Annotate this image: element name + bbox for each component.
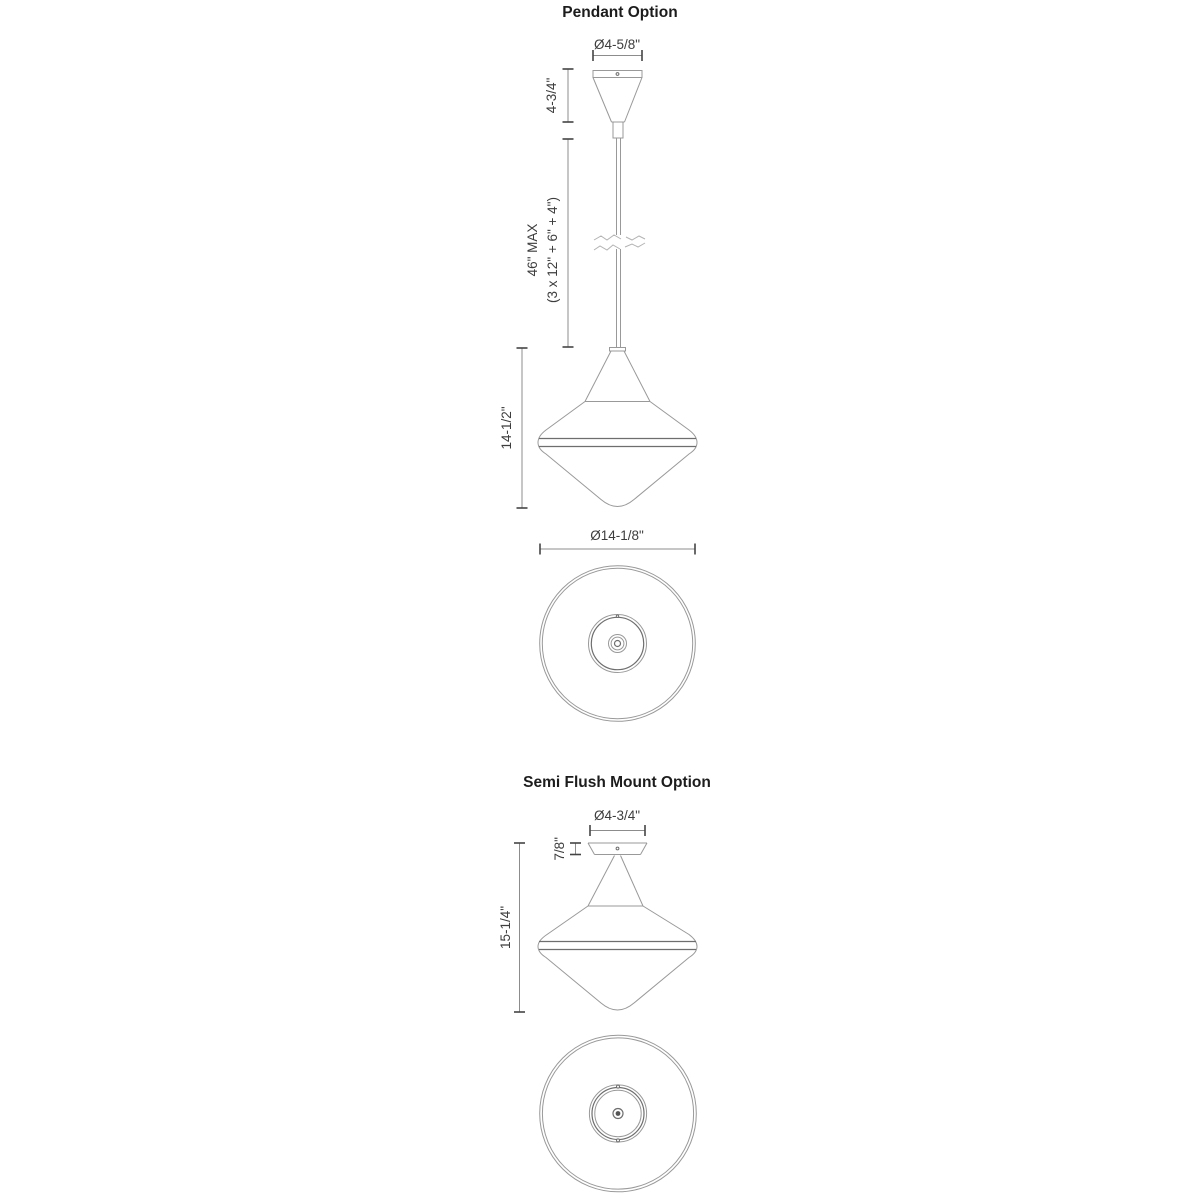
pendant-shade-diameter-dimension <box>540 528 695 555</box>
socket-screw-dot <box>616 615 618 617</box>
canopy-screw-dot <box>616 847 619 850</box>
pendant-rod-length-dimension <box>525 139 574 347</box>
socket-ring-inner <box>591 617 643 669</box>
socket-screw-dot <box>617 1139 620 1142</box>
pendant-rod <box>594 138 645 348</box>
semi-flush-canopy-height-dimension <box>552 837 581 861</box>
pendant-canopy-height-label: 4-3/4" <box>544 77 559 114</box>
semi-flush-bottom-view <box>540 1035 697 1192</box>
pendant-option-drawing <box>499 4 697 721</box>
semi-flush-shade-side-view <box>538 856 697 1011</box>
shade-top-cap <box>610 348 626 352</box>
pendant-canopy <box>593 71 642 139</box>
pendant-title: Pendant Option <box>562 4 678 21</box>
canopy-stem-nipple <box>613 122 623 138</box>
pendant-bottom-view <box>540 566 696 722</box>
pendant-canopy-height-dimension <box>544 69 574 122</box>
pendant-shade-side-view <box>538 348 697 507</box>
pendant-canopy-diameter-dimension <box>593 37 642 61</box>
pendant-rod-length-label-line2: (3 x 12" + 6" + 4") <box>545 197 560 303</box>
semi-flush-height-label: 15-1/4" <box>498 905 513 950</box>
shade-silhouette <box>538 402 697 507</box>
semi-flush-canopy <box>588 843 647 855</box>
socket-screw-dot <box>617 1085 620 1088</box>
semi-flush-canopy-height-label: 7/8" <box>552 837 567 861</box>
pendant-canopy-diameter-label: Ø4-5/8" <box>593 37 641 52</box>
semi-flush-option-drawing <box>498 774 711 1192</box>
shade-silhouette <box>538 906 697 1010</box>
canopy-screw-dot <box>616 73 619 76</box>
pendant-shade-height-label: 14-1/2" <box>499 406 514 450</box>
pendant-shade-height-dimension <box>499 348 528 508</box>
semi-flush-height-dimension <box>498 843 525 1012</box>
pendant-rod-length-label-line1: 46" MAX <box>525 223 540 277</box>
semi-flush-title: Semi Flush Mount Option <box>523 774 711 791</box>
semi-flush-canopy-diameter-dimension <box>590 808 645 836</box>
semi-flush-canopy-diameter-label: Ø4-3/4" <box>593 808 641 823</box>
pendant-shade-diameter-label: Ø14-1/8" <box>590 528 644 543</box>
socket-ring-outer <box>589 615 647 673</box>
